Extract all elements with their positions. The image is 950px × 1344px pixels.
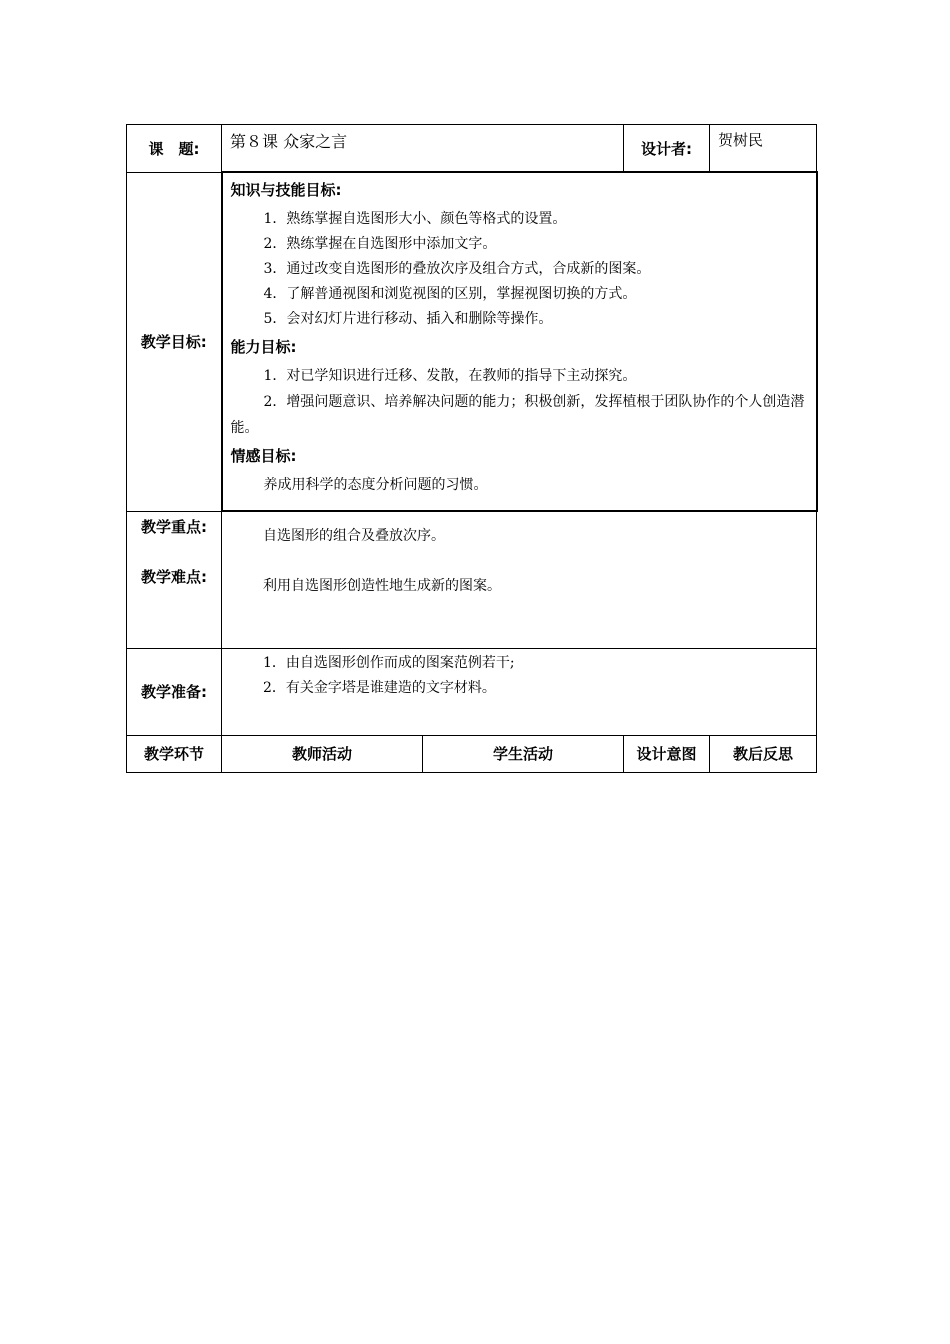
column-intent: 设计意图 [624,735,710,772]
designer-label: 设计者: [624,125,710,173]
column-teacher: 教师活动 [222,735,423,772]
lesson-plan-table [126,124,818,773]
preparation-item: 2．有关金字塔是谁建造的文字材料。 [263,679,496,696]
objectives-row [127,172,817,511]
knowledge-item: 1．熟练掌握自选图形大小、颜色等格式的设置。 [263,211,567,227]
ability-item: 2．增强问题意识、培养解决问题的能力；积极创新，发挥植根于团队协作的个人创造潜能。 [230,394,805,436]
knowledge-list [231,207,808,332]
knowledge-item: 5．会对幻灯片进行移动、插入和删除等操作。 [263,311,553,327]
ability-title: 能力目标: [230,338,297,356]
emotion-title: 情感目标: [230,447,297,465]
knowledge-item: 3．通过改变自选图形的叠放次序及组合方式，合成新的图案。 [263,261,651,277]
columns-header-row [127,735,817,772]
preparation-list [230,651,808,701]
knowledge-title: 知识与技能目标: [230,181,342,199]
difficulty-label: 教学难点: [141,567,207,586]
knowledge-item: 2．熟练掌握在自选图形中添加文字。 [263,236,497,252]
column-student: 学生活动 [423,735,624,772]
ability-list [231,364,808,441]
topic-label: 课 题: [127,125,222,173]
preparation-content [222,648,817,735]
knowledge-item: 4．了解普通视图和浏览视图的区别，掌握视图切换的方式。 [263,286,637,302]
preparation-label: 教学准备: [127,648,222,735]
objectives-content [222,172,817,511]
difficulty-text: 利用自选图形创造性地生成新的图案。 [263,578,501,594]
key-points-row [127,511,817,648]
objectives-label: 教学目标: [127,172,222,511]
emotion-list [231,473,808,498]
column-stage: 教学环节 [127,735,222,772]
key-points-labels [127,511,222,648]
focus-label: 教学重点: [141,517,207,536]
topic-row [127,125,817,173]
preparation-item: 1．由自选图形创作而成的图案范例若干; [263,654,515,671]
topic-value: 第８课 众家之言 [222,125,624,173]
preparation-row [127,648,817,735]
ability-item: 1．对已学知识进行迁移、发散，在教师的指导下主动探究。 [263,368,637,384]
designer-value: 贺树民 [710,125,817,173]
column-reflection: 教后反思 [710,735,817,772]
emotion-item: 养成用科学的态度分析问题的习惯。 [263,477,488,493]
focus-text: 自选图形的组合及叠放次序。 [263,528,445,544]
key-points-content [222,511,817,648]
